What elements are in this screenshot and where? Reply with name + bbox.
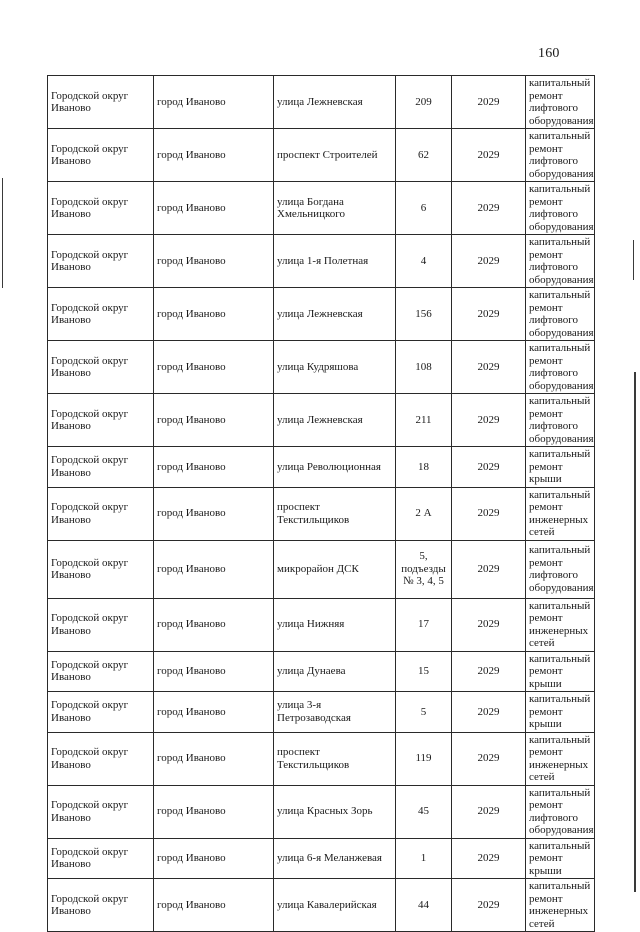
cell-house: 62	[396, 129, 452, 182]
cell-city: город Иваново	[154, 879, 274, 932]
cell-street: улица Нижняя	[274, 598, 396, 651]
cell-street: улица Кудряшова	[274, 341, 396, 394]
cell-year: 2029	[452, 598, 526, 651]
cell-street: улица 6-я Меланжевая	[274, 838, 396, 879]
cell-city: город Иваново	[154, 598, 274, 651]
cell-district: Городской округ Иваново	[48, 692, 154, 733]
cell-city: город Иваново	[154, 235, 274, 288]
scan-edge-mark-left	[2, 178, 3, 288]
cell-district: Городской округ Иваново	[48, 447, 154, 488]
cell-year: 2029	[452, 838, 526, 879]
cell-street: улица Лежневская	[274, 288, 396, 341]
cell-work-type: капитальный ремонт лифтового оборудования	[526, 394, 595, 447]
cell-work-type: капитальный ремонт крыши	[526, 651, 595, 692]
cell-district: Городской округ Иваново	[48, 785, 154, 838]
cell-house: 15	[396, 651, 452, 692]
registry-table-wrapper	[47, 75, 594, 932]
cell-work-type: капитальный ремонт инженерных сетей	[526, 879, 595, 932]
cell-house: 17	[396, 598, 452, 651]
cell-city: город Иваново	[154, 341, 274, 394]
cell-year: 2029	[452, 394, 526, 447]
cell-house: 5	[396, 692, 452, 733]
cell-district: Городской округ Иваново	[48, 394, 154, 447]
cell-street: проспект Строителей	[274, 129, 396, 182]
cell-work-type: капитальный ремонт лифтового оборудования	[526, 785, 595, 838]
scan-edge-mark-right-upper	[633, 240, 634, 280]
cell-city: город Иваново	[154, 785, 274, 838]
cell-work-type: капитальный ремонт лифтового оборудования	[526, 288, 595, 341]
cell-street: улица 1-я Полетная	[274, 235, 396, 288]
cell-year: 2029	[452, 341, 526, 394]
cell-house: 1	[396, 838, 452, 879]
registry-table-body	[48, 76, 595, 932]
cell-street: улица Кавалерийская	[274, 879, 396, 932]
cell-house: 211	[396, 394, 452, 447]
cell-year: 2029	[452, 288, 526, 341]
cell-city: город Иваново	[154, 288, 274, 341]
cell-street: улица Дунаева	[274, 651, 396, 692]
page-number: 160	[538, 46, 560, 61]
cell-year: 2029	[452, 129, 526, 182]
cell-district: Городской округ Иваново	[48, 838, 154, 879]
cell-work-type: капитальный ремонт лифтового оборудования	[526, 341, 595, 394]
cell-district: Городской округ Иваново	[48, 651, 154, 692]
cell-city: город Иваново	[154, 76, 274, 129]
cell-district: Городской округ Иваново	[48, 732, 154, 785]
cell-street: улица 3-я Петрозаводская	[274, 692, 396, 733]
cell-street: улица Революционная	[274, 447, 396, 488]
cell-house: 18	[396, 447, 452, 488]
cell-street: улица Богдана Хмельницкого	[274, 182, 396, 235]
cell-city: город Иваново	[154, 732, 274, 785]
cell-street: проспект Текстильщиков	[274, 732, 396, 785]
cell-city: город Иваново	[154, 394, 274, 447]
cell-year: 2029	[452, 732, 526, 785]
cell-house: 5, подъезды № 3, 4, 5	[396, 540, 452, 598]
table-row	[48, 182, 595, 235]
table-row	[48, 235, 595, 288]
cell-district: Городской округ Иваново	[48, 879, 154, 932]
registry-table	[47, 75, 595, 932]
table-row	[48, 288, 595, 341]
table-row	[48, 129, 595, 182]
table-row	[48, 447, 595, 488]
cell-district: Городской округ Иваново	[48, 182, 154, 235]
cell-city: город Иваново	[154, 487, 274, 540]
cell-year: 2029	[452, 540, 526, 598]
cell-district: Городской округ Иваново	[48, 235, 154, 288]
table-row	[48, 879, 595, 932]
cell-street: улица Красных Зорь	[274, 785, 396, 838]
table-row	[48, 598, 595, 651]
cell-year: 2029	[452, 692, 526, 733]
table-row	[48, 341, 595, 394]
cell-year: 2029	[452, 447, 526, 488]
table-row	[48, 785, 595, 838]
cell-city: город Иваново	[154, 540, 274, 598]
cell-year: 2029	[452, 879, 526, 932]
table-row	[48, 651, 595, 692]
cell-district: Городской округ Иваново	[48, 76, 154, 129]
cell-street: микрорайон ДСК	[274, 540, 396, 598]
table-row	[48, 692, 595, 733]
cell-street: улица Лежневская	[274, 76, 396, 129]
cell-work-type: капитальный ремонт лифтового оборудования	[526, 235, 595, 288]
table-row	[48, 394, 595, 447]
table-row	[48, 732, 595, 785]
cell-work-type: капитальный ремонт инженерных сетей	[526, 732, 595, 785]
cell-city: город Иваново	[154, 447, 274, 488]
table-row	[48, 540, 595, 598]
cell-city: город Иваново	[154, 692, 274, 733]
cell-district: Городской округ Иваново	[48, 341, 154, 394]
cell-work-type: капитальный ремонт инженерных сетей	[526, 598, 595, 651]
cell-work-type: капитальный ремонт лифтового оборудования	[526, 540, 595, 598]
cell-district: Городской округ Иваново	[48, 129, 154, 182]
cell-district: Городской округ Иваново	[48, 540, 154, 598]
cell-district: Городской округ Иваново	[48, 288, 154, 341]
cell-house: 44	[396, 879, 452, 932]
cell-work-type: капитальный ремонт лифтового оборудования	[526, 129, 595, 182]
cell-year: 2029	[452, 785, 526, 838]
cell-work-type: капитальный ремонт крыши	[526, 838, 595, 879]
cell-work-type: капитальный ремонт инженерных сетей	[526, 487, 595, 540]
table-row	[48, 76, 595, 129]
cell-work-type: капитальный ремонт крыши	[526, 692, 595, 733]
cell-year: 2029	[452, 182, 526, 235]
scan-edge-mark-right-lower	[634, 372, 636, 892]
cell-year: 2029	[452, 487, 526, 540]
cell-work-type: капитальный ремонт лифтового оборудования	[526, 76, 595, 129]
cell-house: 119	[396, 732, 452, 785]
cell-street: улица Лежневская	[274, 394, 396, 447]
cell-year: 2029	[452, 235, 526, 288]
cell-house: 2 А	[396, 487, 452, 540]
cell-year: 2029	[452, 651, 526, 692]
cell-house: 6	[396, 182, 452, 235]
cell-district: Городской округ Иваново	[48, 598, 154, 651]
cell-street: проспект Текстильщиков	[274, 487, 396, 540]
cell-work-type: капитальный ремонт лифтового оборудования	[526, 182, 595, 235]
cell-city: город Иваново	[154, 129, 274, 182]
cell-work-type: капитальный ремонт крыши	[526, 447, 595, 488]
cell-house: 108	[396, 341, 452, 394]
cell-district: Городской округ Иваново	[48, 487, 154, 540]
table-row	[48, 487, 595, 540]
cell-house: 45	[396, 785, 452, 838]
cell-house: 156	[396, 288, 452, 341]
cell-year: 2029	[452, 76, 526, 129]
table-row	[48, 838, 595, 879]
cell-house: 4	[396, 235, 452, 288]
cell-house: 209	[396, 76, 452, 129]
cell-city: город Иваново	[154, 651, 274, 692]
cell-city: город Иваново	[154, 182, 274, 235]
cell-city: город Иваново	[154, 838, 274, 879]
